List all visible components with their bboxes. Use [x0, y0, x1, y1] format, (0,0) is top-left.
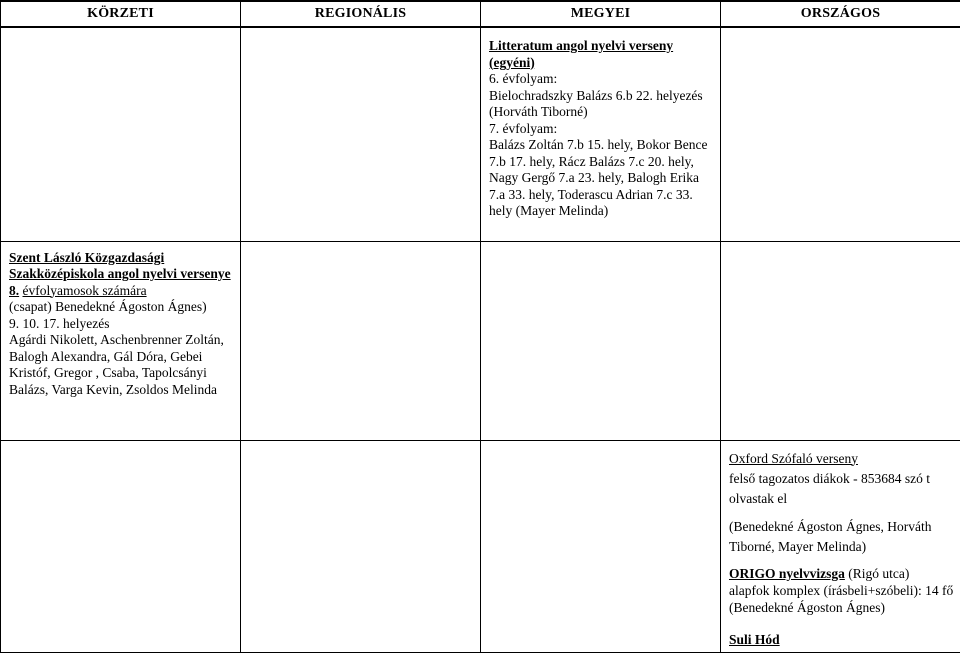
team-placements: 9. 10. 17. helyezés — [9, 316, 236, 333]
oxford-teachers: (Benedekné Ágoston Ágnes, Horváth Tiborné, Mayer Melinda) — [729, 517, 956, 557]
team-teacher: (csapat) Benedekné Ágoston Ágnes) — [9, 299, 236, 316]
oxford-text: felső tagozatos diákok - 853684 szó t olvastak el — [729, 469, 956, 509]
header-korzeti: KÖRZETI — [1, 1, 241, 27]
oxford-title: Oxford Szófaló verseny — [729, 449, 956, 469]
cell-regionalis-2 — [241, 241, 481, 440]
origo-text: alapfok komplex (írásbeli+szóbeli): 14 fő (Benedekné Ágoston Ágnes) — [729, 582, 956, 616]
litteratum-title: Litteratum angol nyelvi verseny (egyéni) — [489, 38, 716, 71]
cell-korzeti-2 — [1, 241, 241, 440]
grade7-label: 7. évfolyam: — [489, 121, 716, 138]
header-orszagos: ORSZÁGOS — [721, 1, 960, 27]
cell-megyei-1 — [481, 27, 721, 241]
grade6-results: Bielochradszky Balázs 6.b 22. helyezés (Horváth Tiborné) — [489, 88, 716, 121]
szent-laszlo-title — [9, 250, 236, 300]
header-regionalis: REGIONÁLIS — [241, 1, 481, 27]
szent-laszlo-title-tail: évfolyamosok számára — [23, 283, 147, 298]
origo-title: ORIGO nyelvvizsga — [729, 566, 845, 581]
origo-place: (Rigó utca) — [845, 566, 909, 581]
team-members: Agárdi Nikolett, Aschenbrenner Zoltán, Balogh Alexandra, Gál Dóra, Gebei Kristóf, Gregor , Csaba, Tapolcsányi Balázs, Varga Kevin, Zsoldos Melinda — [9, 332, 236, 398]
cell-korzeti-3 — [1, 440, 241, 652]
cell-megyei-2 — [481, 241, 721, 440]
cell-regionalis-1 — [241, 27, 481, 241]
header-row — [1, 1, 960, 27]
table-row — [1, 27, 960, 241]
grade6-label: 6. évfolyam: — [489, 71, 716, 88]
cell-orszagos-1 — [721, 27, 960, 241]
cell-regionalis-3 — [241, 440, 481, 652]
table-row — [1, 241, 960, 440]
cell-korzeti-1 — [1, 27, 241, 241]
table-row — [1, 440, 960, 652]
origo-heading — [729, 565, 956, 582]
suli-hod-title: Suli Hód — [729, 630, 956, 650]
szent-laszlo-title-bold: Szent László Közgazdasági Szakközépiskola angol nyelvi versenye 8. — [9, 250, 231, 298]
cell-megyei-3 — [481, 440, 721, 652]
cell-orszagos-3 — [721, 440, 960, 652]
header-megyei: MEGYEI — [481, 1, 721, 27]
grade7-results: Balázs Zoltán 7.b 15. hely, Bokor Bence 7.b 17. hely, Rácz Balázs 7.c 20. hely, Nagy Gergő 7.a 23. hely, Balogh Erika 7.a 33. hely, Toderascu Adrian 7.c 33. hely (Mayer Melinda) — [489, 137, 716, 220]
cell-orszagos-2 — [721, 241, 960, 440]
